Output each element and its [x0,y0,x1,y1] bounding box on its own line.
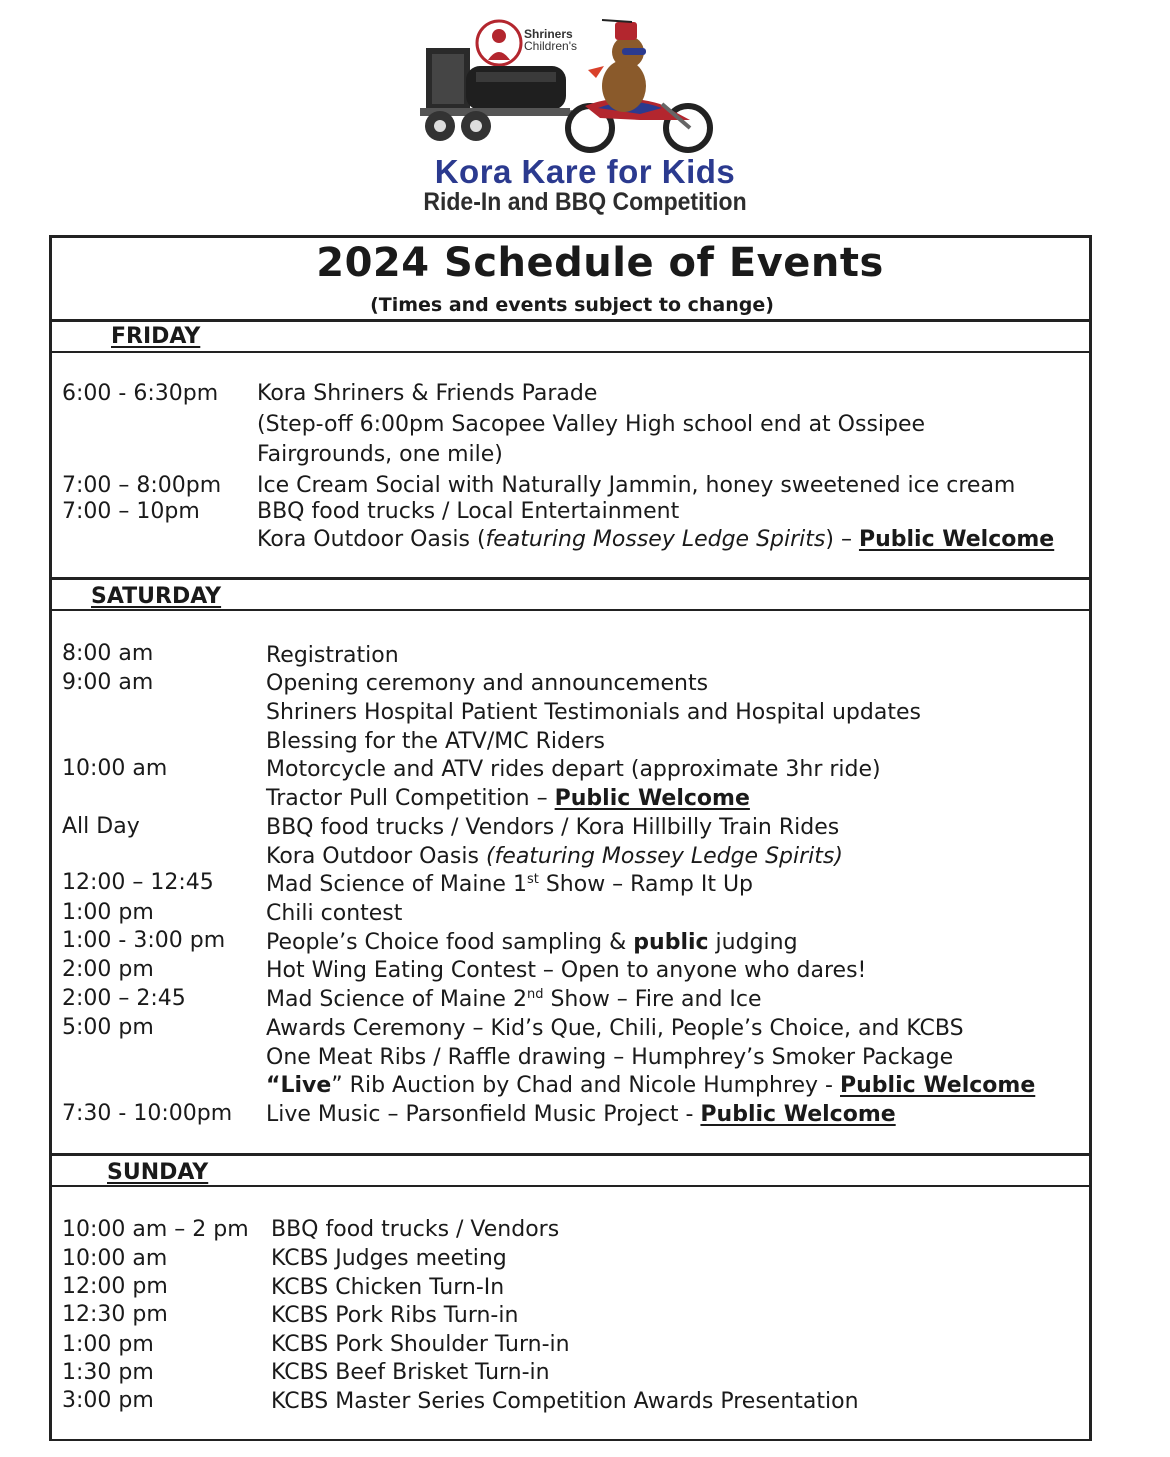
public-welcome: Public Welcome [554,786,750,811]
event: Chili contest [266,901,403,926]
time: 10:00 am [62,756,168,781]
event-peoples-choice: People’s Choice food sampling & public judging [266,930,798,955]
event-live-music: Live Music – Parsonfield Music Project - Public Welcome [266,1102,896,1127]
time: 3:00 pm [62,1388,154,1413]
event-tractor: Tractor Pull Competition – Public Welcome [266,786,750,811]
time: 7:30 - 10:00pm [62,1101,233,1126]
time: 12:30 pm [62,1302,168,1327]
event: KCBS Pork Ribs Turn-in [271,1303,519,1328]
event: Motorcycle and ATV rides depart (approximate 3hr ride) [266,757,881,782]
time: 2:00 – 2:45 [62,986,186,1011]
bbq-trailer-motorcycle-illustration [0,0,1170,160]
divider [52,319,1092,322]
event: KCBS Pork Shoulder Turn-in [271,1332,570,1357]
day-label-friday: FRIDAY [111,324,201,349]
public-welcome: Public Welcome [700,1102,896,1127]
event: BBQ food trucks / Vendors [271,1217,560,1242]
event: Ice Cream Social with Naturally Jammin, honey sweetened ice cream [257,473,1016,498]
event: KCBS Beef Brisket Turn-in [271,1360,550,1385]
time: 1:00 pm [62,1332,154,1357]
divider [52,1153,1092,1156]
divider [52,351,1092,353]
public-welcome: Public Welcome [858,527,1055,552]
time: 12:00 – 12:45 [62,870,214,895]
schedule-title: 2024 Schedule of Events [316,240,884,286]
brand-subtitle: Ride-In and BBQ Competition [423,188,747,216]
public-welcome: Public Welcome [840,1073,1036,1098]
shriners-logo-text: Shriners Children's [524,27,577,53]
event: KCBS Judges meeting [271,1246,507,1271]
event: KCBS Chicken Turn-In [271,1275,505,1300]
divider [52,577,1092,580]
bear-rider-icon [602,60,646,112]
event: Hot Wing Eating Contest – Open to anyone who dares! [266,958,867,983]
event: BBQ food trucks / Local Entertainment [257,499,680,524]
time: 2:00 pm [62,957,154,982]
time: 10:00 am [62,1246,168,1271]
event: Opening ceremony and announcements [266,671,709,696]
event: KCBS Master Series Competition Awards Presentation [271,1389,859,1414]
divider [52,609,1092,611]
event: BBQ food trucks / Vendors / Kora Hillbilly Train Rides [266,815,840,840]
event: (Step-off 6:00pm Sacopee Valley High school end at Ossipee [257,412,926,437]
time: 8:00 am [62,641,154,666]
event-mad-science-1: Mad Science of Maine 1st Show – Ramp It Up [266,872,754,897]
event-mad-science-2: Mad Science of Maine 2nd Show – Fire and Ice [266,987,762,1012]
time: 9:00 am [62,670,154,695]
day-label-sunday: SUNDAY [107,1160,209,1185]
event-rib-auction: “Live” Rib Auction by Chad and Nicole Humphrey - Public Welcome [266,1073,1036,1098]
event: Fairgrounds, one mile) [257,442,503,467]
event: Shriners Hospital Patient Testimonials and Hospital updates [266,700,921,725]
event-oasis: Kora Outdoor Oasis (featuring Mossey Ledge Spirits) – Public Welcome [257,527,1055,552]
time: 7:00 – 8:00pm [62,473,222,498]
event: Registration [266,643,399,668]
time: 12:00 pm [62,1274,168,1299]
event: Awards Ceremony – Kid’s Que, Chili, People’s Choice, and KCBS [266,1016,964,1041]
divider [52,1185,1092,1187]
time: 10:00 am – 2 pm [62,1217,249,1242]
day-label-saturday: SATURDAY [91,584,222,609]
time: 6:00 - 6:30pm [62,381,219,406]
time: 1:30 pm [62,1360,154,1385]
time: 1:00 pm [62,900,154,925]
event-logo [0,0,1170,230]
brand-title: Kora Kare for Kids [434,153,736,190]
event: Kora Shriners & Friends Parade [257,381,598,406]
time: 5:00 pm [62,1015,154,1040]
event: One Meat Ribs / Raffle drawing – Humphrey’s Smoker Package [266,1045,954,1070]
event: Blessing for the ATV/MC Riders [266,729,606,754]
time: 1:00 - 3:00 pm [62,928,226,953]
event-oasis: Kora Outdoor Oasis (featuring Mossey Ledge Spirits) [266,844,843,869]
schedule-note: (Times and events subject to change) [370,294,774,316]
time: 7:00 – 10pm [62,499,200,524]
time: All Day [62,814,140,839]
